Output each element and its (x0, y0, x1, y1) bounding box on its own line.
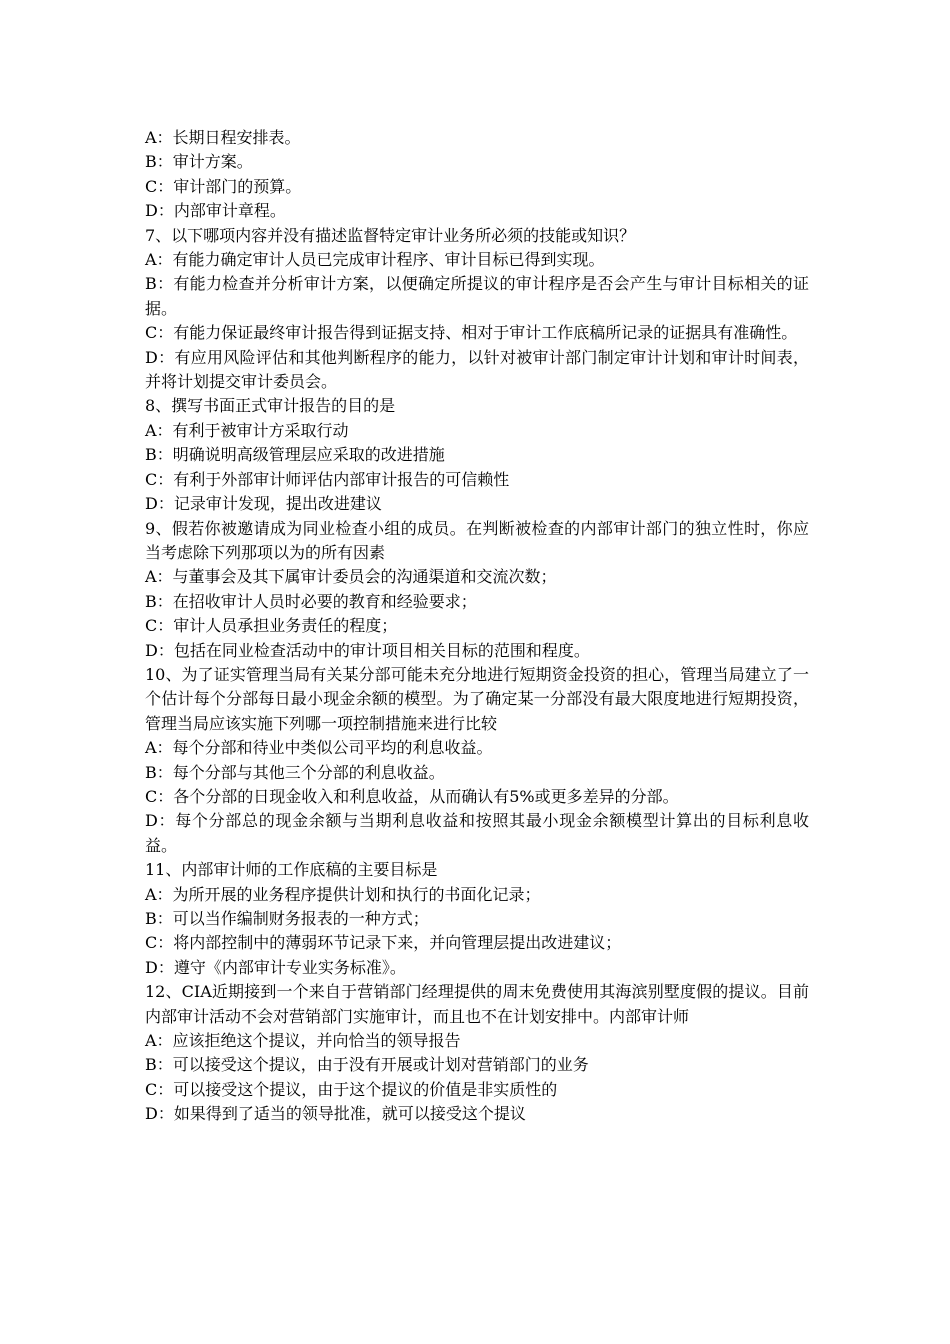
q11-option-c: C：将内部控制中的薄弱环节记录下来，并向管理层提出改进建议； (145, 933, 622, 953)
q10-option-a: A：每个分部和待业中类似公司平均的利息收益。 (145, 738, 493, 758)
q7-option-a: A：有能力确定审计人员已完成审计程序、审计目标已得到实现。 (145, 250, 605, 270)
q8-option-d: D：记录审计发现，提出改进建议 (145, 494, 382, 514)
q9-option-d: D：包括在同业检查活动中的审计项目相关目标的范围和程度。 (145, 640, 590, 660)
option-c-line: C：审计部门的预算。 (145, 176, 302, 196)
question-11: 11、内部审计师的工作底稿的主要目标是 (145, 860, 438, 880)
q8-option-c: C：有利于外部审计师评估内部审计报告的可信赖性 (145, 469, 510, 489)
q12-option-d: D：如果得到了适当的领导批准，就可以接受这个提议 (145, 1104, 526, 1124)
q10-option-b: B：每个分部与其他三个分部的利息收益。 (145, 762, 445, 782)
q9-option-a: A：与董事会及其下属审计委员会的沟通渠道和交流次数； (145, 567, 557, 587)
q7-option-b: B：有能力检查并分析审计方案，以便确定所提议的审计程序是否会产生与审计目标相关的证据。 (145, 274, 809, 318)
q10-option-d: D：每个分部总的现金余额与当期利息收益和按照其最小现金余额模型计算出的目标利息收益。 (145, 811, 809, 855)
option-a-line: A：长期日程安排表。 (145, 128, 301, 147)
q11-option-a: A：为所开展的业务程序提供计划和执行的书面化记录； (145, 884, 541, 904)
option-d-line: D：内部审计章程。 (145, 201, 286, 221)
question-9: 9、假若你被邀请成为同业检查小组的成员。在判断被检查的内部审计部门的独立性时，你应当考虑除下列那项以为的所有因素 (145, 518, 809, 562)
q9-option-c: C：审计人员承担业务责任的程度； (145, 616, 398, 636)
document-body (145, 126, 809, 1127)
q12-option-c: C：可以接受这个提议，由于这个提议的价值是非实质性的 (145, 1079, 558, 1099)
q12-option-b: B：可以接受这个提议，由于没有开展或计划对营销部门的业务 (145, 1055, 589, 1075)
question-12: 12、CIA近期接到一个来自于营销部门经理提供的周末免费使用其海滨别墅度假的提议。目前内部审计活动不会对营销部门实施审计，而且也不在计划安排中。内部审计师 (145, 982, 809, 1026)
q8-option-b: B：明确说明高级管理层应采取的改进措施 (145, 445, 445, 465)
option-b-line: B：审计方案。 (145, 152, 253, 172)
q7-option-c: C：有能力保证最终审计报告得到证据支持、相对于审计工作底稿所记录的证据具有准确性。 (145, 323, 798, 343)
question-8: 8、撰写书面正式审计报告的目的是 (145, 396, 396, 416)
q9-option-b: B：在招收审计人员时必要的教育和经验要求； (145, 591, 477, 611)
q11-option-d: D：遵守《内部审计专业实务标准》。 (145, 957, 406, 977)
question-10: 10、为了证实管理当局有关某分部可能未充分地进行短期资金投资的担心，管理当局建立了一个估计每个分部每日最小现金余额的模型。为了确定某一分部没有最大限度地进行短期投资，管理当局应该实施下列哪一项控制措施来进行比较 (145, 664, 809, 733)
q11-option-b: B：可以当作编制财务报表的一种方式； (145, 909, 429, 928)
question-7: 7、以下哪项内容并没有描述监督特定审计业务所必须的技能或知识？ (145, 225, 636, 245)
q12-option-a: A：应该拒绝这个提议，并向恰当的领导报告 (145, 1031, 461, 1051)
q10-option-c: C：各个分部的日现金收入和利息收益，从而确认有5%或更多差异的分部。 (145, 786, 679, 806)
q8-option-a: A：有利于被审计方采取行动 (145, 420, 349, 440)
q7-option-d: D：有应用风险评估和其他判断程序的能力，以针对被审计部门制定审计计划和审计时间表，并将计划提交审计委员会。 (145, 347, 809, 392)
